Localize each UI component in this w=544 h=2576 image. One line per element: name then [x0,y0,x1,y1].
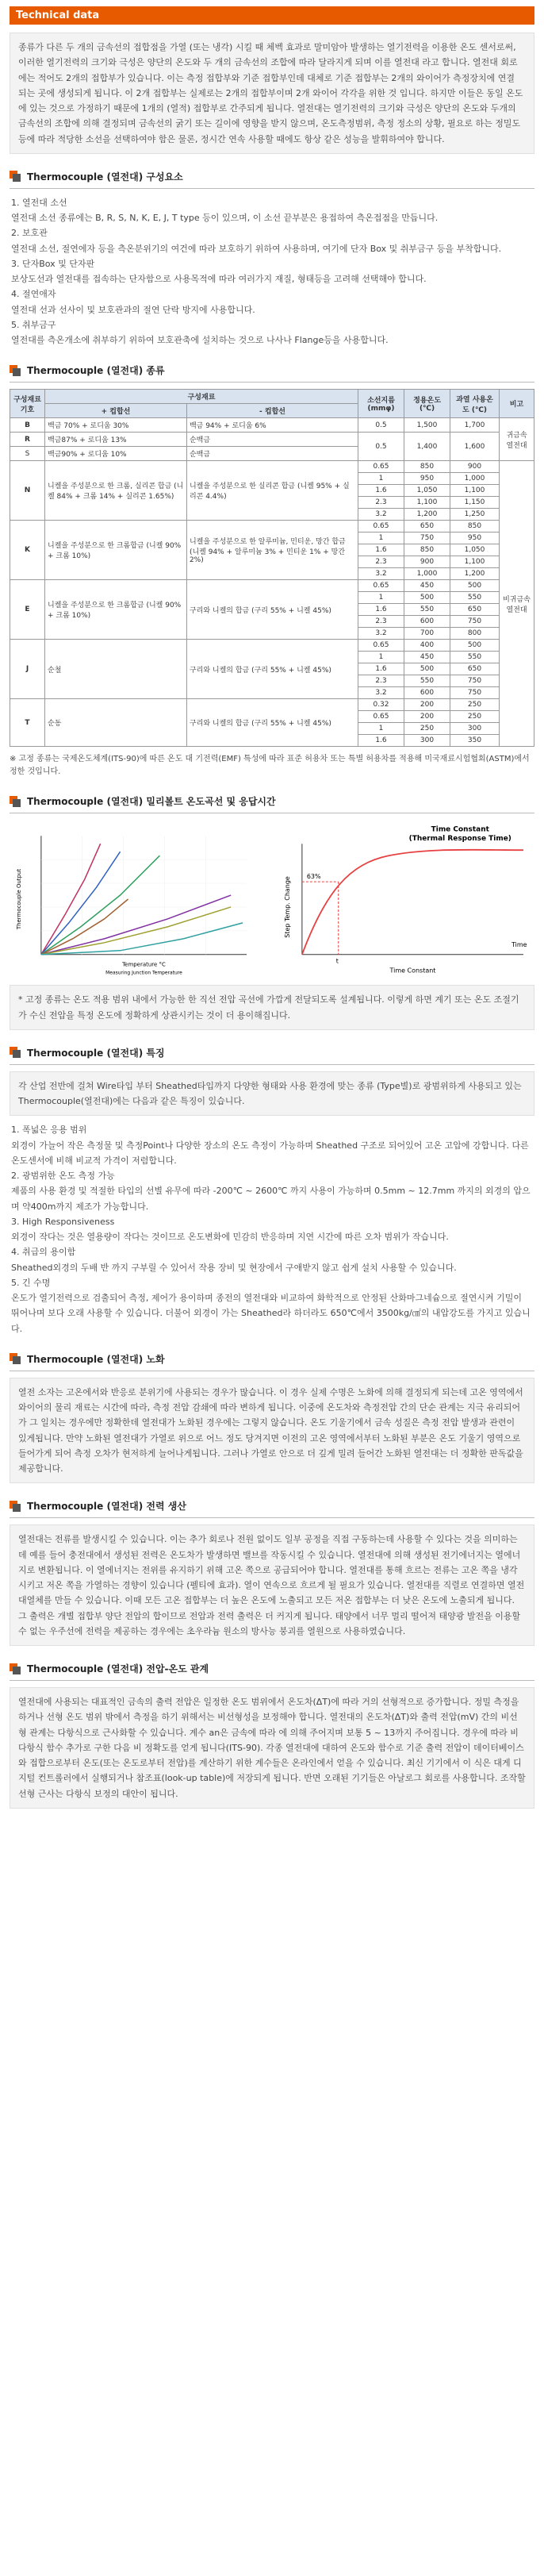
diameter-cell: 0.32 [358,699,404,711]
normal-temp-cell: 200 [404,711,450,723]
th-normal-temp: 정용온도 (℃) [404,390,450,418]
power-text: 열전대는 전류를 발생시킬 수 있습니다. 이는 추가 회로나 전원 없이도 일부 공정을 직접 구동하는데 사용할 수 있다는 것을 의미하는데 예를 들어 충전대에서 생성된 전력은 온도차가 발생하면 밸브를 작동시킬 수 있습니다. 열전대에 의해 생성된 전기에너지는 열에너지로 변환됩니다. 이 열에너지는 전위를 유지하기 위해 고온 쪽으로 공급되어야 합니다. 열전대를 통해 흐르는 전류는 고온 쪽을 냉각시키고 저온 쪽을 가열하는 경향이 있습니다 (펠티에 효과). 열이 연속으로 흐르게 될 필요가 있습니다. 열전대를 직렬로 연결하면 열전대열체를 만들 수 있습니다. 이때 모든 고온 접합부는 더 높은 온도에 노출되고 모든 저온 접합부는 더 낮은 온도에 노출되게 됩니다. 그 출력은 개별 접합부 양단 전압의 합이므로 전압과 전력 출력은 더 커지게 됩니다. 태양에서 너무 멀리 떨어져 태양광 발전을 이용할 수 없는 우주선에 전력을 제공하는 경우에는 초우라늄 원소의 방사능 붕괴를 열원으로 사용하였습니다. [18,1534,525,1636]
normal-temp-cell: 550 [404,604,450,616]
diameter-cell: 1 [358,592,404,604]
section-square-icon [10,1501,21,1512]
features-line: Sheathed외경의 두배 반 까지 구부릴 수 있어서 작용 장비 및 현장에서 구애받지 않고 쉽게 설치 사용할 수 있습니다. [11,1262,457,1273]
diameter-cell: 0.65 [358,580,404,592]
normal-temp-cell: 500 [404,663,450,675]
table-row [10,640,534,652]
section-aging-title: Thermocouple (열전대) 노화 [27,1353,165,1365]
normal-temp-cell: 400 [404,640,450,652]
minus-material: 구리와 니켈의 합금 (구리 55% + 니켈 45%) [186,580,358,640]
normal-temp-cell: 1,400 [404,433,450,461]
top-title: Technical data [16,10,100,21]
section-aging-head [10,1348,534,1371]
curve-note-box [10,985,534,1030]
normal-temp-cell: 850 [404,544,450,556]
table-row [10,521,534,533]
section-types-head [10,359,534,383]
diameter-cell: 2.3 [358,556,404,568]
section-features-head [10,1041,534,1065]
section-types-title: Thermocouple (열전대) 종류 [27,365,165,377]
diameter-cell: 0.65 [358,640,404,652]
normal-temp-cell: 600 [404,687,450,699]
table-row [10,461,534,473]
normal-temp-cell: 200 [404,699,450,711]
diameter-cell: 1 [358,652,404,663]
diameter-cell: 1.6 [358,604,404,616]
features-line: 2. 광범위한 온도 측정 가능 [11,1171,115,1181]
type-code: N [10,461,45,521]
normal-temp-cell: 1,100 [404,497,450,509]
table-row [10,580,534,592]
components-line: 5. 취부금구 [11,319,56,330]
features-line: 외경이 가늘어 작은 측정물 및 측정Point나 다양한 장소의 온도 측정이 가능하며 Sheathed 구조로 되어있어 고온 고압에 강합니다. 다른 온도센서에 비해 비교적 가격이 저렴합니다. [11,1140,529,1166]
components-line: 열전대 선과 선사이 및 보호관과의 절연 단락 방지에 사용합니다. [11,304,255,315]
features-list [10,1122,534,1336]
section-power-title: Thermocouple (열전대) 전력 생산 [27,1501,186,1513]
table-row [10,699,534,711]
th-over-temp: 과열 사용온도 (℃) [450,390,500,418]
th-plus: + 컵합선 [45,404,187,418]
over-temp-cell: 900 [450,461,500,473]
section-voltage-title: Thermocouple (열전대) 전압-온도 관계 [27,1663,209,1674]
components-line: 4. 절연애자 [11,289,56,300]
types-note: ※ 고정 종류는 국제온도체계(ITS-90)에 따른 온도 대 기전력(EMF) 특성에 따라 표준 허용차 또는 특별 허용차를 적용해 미국재료시험협회(ASTM)에서 정한 것입니다. [10,755,530,777]
diameter-cell: 0.65 [358,711,404,723]
over-temp-cell: 650 [450,604,500,616]
over-temp-cell: 800 [450,628,500,640]
features-line: 3. High Responsiveness [11,1216,115,1227]
normal-temp-cell: 1,200 [404,509,450,521]
remark-cell: 비귀금속 열전대 [500,461,534,747]
diameter-cell: 2.3 [358,497,404,509]
thermocouple-type-table [10,389,534,747]
features-line: 5. 긴 수명 [11,1277,51,1288]
diameter-cell: 1.6 [358,544,404,556]
diameter-cell: 1.6 [358,663,404,675]
section-features-title: Thermocouple (열전대) 특징 [27,1047,165,1059]
normal-temp-cell: 600 [404,616,450,628]
response-time-chart [270,820,534,978]
over-temp-cell: 650 [450,663,500,675]
diameter-cell: 3.2 [358,509,404,521]
components-line: 1. 열전대 소선 [11,197,67,208]
overview-text: 종류가 다른 두 개의 금속선의 접합점을 가열 (또는 냉각) 시킬 때 체벡 효과로 말미암아 발생하는 열기전력을 이용한 온도 센서로써, 이러한 열기전력의 크기와 극성은 양단의 온도와 두 개의 금속선의 조합에 따라 달라지게 되며 이를 열전대 라고 합니다. 열전대 회로에는 적어도 2개의 접합부가 있습니다. 이는 측정 접합부와 기준 접합부인데 대체로 기준 접합부는 2개의 와이어가 측정장치에 연결 되는 곳에 생성되게 됩니다. 이 2개 접합부는 실제로는 2개의 접합부이며 2개 와이어 각각을 위한 것 입니다. 하지만 이들은 동일 온도에 있는 것으로 가정하기 때문에 1개의 (열적) 접합부로 간주되게 됩니다. 열전대는 열기전력의 크기와 극성은 양단의 온도와 두개의 금속선의 조합에 의해 결정되며 금속선의 굵기 또는 길이에 영향을 받지 않으며, 온도측정범위, 측정 정소의 상황, 필요로 하는 정밀도 등에 따라 적당한 소선을 선택하여야 함은 물론, 정시간 연속 사용할 때에도 항상 같은 성능을 발휘하여야 합니다. [18,42,523,144]
rt-title1: Time Constant [431,825,489,834]
over-temp-cell: 750 [450,616,500,628]
emf-ylabel: Thermocouple Output [15,869,22,930]
minus-material: 니켈을 주성분으로 한 실리콘 합금 (니켈 95% + 실리콘 4.4%) [186,461,358,521]
over-temp-cell: 950 [450,533,500,544]
over-temp-cell: 1,100 [450,485,500,497]
normal-temp-cell: 450 [404,580,450,592]
section-components-title: Thermocouple (열전대) 구성요소 [27,171,183,183]
features-intro-text: 각 산업 전반에 걸쳐 Wire타입 부터 Sheathed타입까지 다양한 형태와 사용 환경에 맞는 종류 (Type별)로 광범위하게 사용되고 있는 Thermocouple(열전대)에는 다음과 같은 특징이 있습니다. [18,1080,522,1106]
plus-material: 니켈을 주성분으로 한 크롬합금 (니켈 90% + 크롬 10%) [45,521,187,580]
over-temp-cell: 1,600 [450,433,500,461]
normal-temp-cell: 950 [404,473,450,485]
over-temp-cell: 250 [450,711,500,723]
diameter-cell: 0.5 [358,433,404,461]
section-square-icon [10,1663,21,1674]
charts-row [10,820,534,978]
normal-temp-cell: 900 [404,556,450,568]
table-row [10,433,534,447]
th-material: 구성재료 [45,390,358,404]
normal-temp-cell: 1,050 [404,485,450,497]
normal-temp-cell: 300 [404,735,450,747]
voltage-box [10,1687,534,1809]
top-title-bar [10,6,534,25]
diameter-cell: 0.5 [358,418,404,433]
over-temp-cell: 750 [450,675,500,687]
features-intro-box [10,1071,534,1117]
over-temp-cell: 250 [450,699,500,711]
over-temp-cell: 1,200 [450,568,500,580]
normal-temp-cell: 250 [404,723,450,735]
plus-material: 순동 [45,699,187,747]
over-temp-cell: 850 [450,521,500,533]
emf-xlabel: Temperature °C [122,961,166,968]
normal-temp-cell: 700 [404,628,450,640]
features-line: 4. 취급의 용이함 [11,1247,76,1258]
components-line: 2. 보호관 [11,228,48,239]
diameter-cell: 3.2 [358,687,404,699]
features-line: 1. 폭넓은 응용 범위 [11,1125,87,1136]
diameter-cell: 1 [358,723,404,735]
section-curve-head [10,790,534,813]
section-curve-title: Thermocouple (열전대) 밀리볼트 온도곡선 및 응답시간 [27,796,276,808]
th-symbol: 구성재료 기호 [10,390,45,418]
aging-text: 열전 소자는 고온에서와 반응로 분위기에 사용되는 경우가 많습니다. 이 경우 실제 수명은 노화에 의해 결정되게 되는데 고온 영역에서 와이어의 물리 재료는 시간에 따라, 측정 전압 감쇄에 따라 변하게 됩니다. 이중에 온도차와 측정전압 간의 단순 관계는 지극 유리되어가 그 일치는 경우에만 정확한데 열전대가 노화된 경우에는 그렇지 않습니다. 온도 기울기에서 금속 성질은 측정 전압 발생과 관련이 있게됩니다. 만약 노화된 열전대가 가열로 위으로 어느 정도 당겨지면 이전의 고온 영역에서부터 노화된 부분은 온도 기울기 영역으로 들어가게 되어 측정 오차가 현저하게 늘어나게됩니다. 그러나 가열로 안으로 더 깊게 밀려 들어간 노화된 열전대는 더 정확한 판독값을 제공합니다. [18,1386,523,1474]
section-square-icon [10,1353,21,1364]
rt-63-label: 63% [306,873,321,881]
components-line: 열전대 소선, 절연에자 등을 측온분위기의 여건에 따라 보호하기 위하여 사용하며, 여기에 단자 Box 및 취부금구 등을 부착합니다. [11,243,502,254]
diameter-cell: 3.2 [358,568,404,580]
over-temp-cell: 500 [450,640,500,652]
features-line: 외경이 작다는 것은 열용량이 작다는 것이므로 온도변화에 민감히 반응하며 지연 시간에 따른 오차 범위가 작습니다. [11,1232,449,1242]
type-code: S [10,447,45,461]
plus-material: 백금 70% + 로디움 30% [45,418,187,433]
section-power-head [10,1494,534,1518]
minus-material: 구리와 니켈의 합금 (구리 55% + 니켈 45%) [186,699,358,747]
components-line: 보상도선과 열전대를 접속하는 단자함으로 사용목적에 따라 여러가지 재질, 형태등을 고려해 선택해야 합니다. [11,274,427,284]
table-row [10,418,534,433]
type-code: R [10,433,45,447]
features-line: 온도가 열기전력으로 검출되어 측정, 제어가 용이하며 종전의 열전대와 비교하여 화학적으로 안정된 산화마그네슘으로 절연시켜 기밀이 뛰어나며 보다 오래 사용할 수 있습니다. 더불어 외경이 가는 Sheathed라 하더라도 650℃에서 3500kg/㎠의 내압강도를 가지고 있습니다. [11,1293,531,1334]
minus-material: 니켈을 주성분으로 한 알루미늄, 민티운, 망간 합금 (니켈 94% + 알루미늄 3% + 민티운 1% + 망간 2%) [186,521,358,580]
plus-material: 니켈을 주성분으로 한 크롬, 실리콘 합금 (니켈 84% + 크롬 14% + 실리콘 1.65%) [45,461,187,521]
diameter-cell: 1.6 [358,735,404,747]
components-line: 열전대 소선 종류에는 B, R, S, N, K, E, J, T type 등이 있으며, 이 소선 끝부분은 용접하여 측온접점을 만듭니다. [11,213,439,223]
section-square-icon [10,1047,21,1058]
over-temp-cell: 1,700 [450,418,500,433]
over-temp-cell: 550 [450,652,500,663]
emf-curve-chart [10,820,262,978]
normal-temp-cell: 1,000 [404,568,450,580]
th-minus: - 컵합선 [186,404,358,418]
over-temp-cell: 1,050 [450,544,500,556]
diameter-cell: 0.65 [358,521,404,533]
emf-xsub: Measuring Junction Temperature [105,970,182,976]
section-square-icon [10,796,21,807]
section-square-icon [10,365,21,376]
rt-xlabel: Time Constant [389,967,436,975]
voltage-text: 열전대에 사용되는 대표적인 금속의 출력 전압은 일정한 온도 범위에서 온도차(ΔT)에 따라 거의 선형적으로 증가합니다. 정밀 측정을 하거나 선형 온도 범위 밖에서 측정을 하기 위해서는 비선형성을 보정해야 합니다. 열전대의 온도차(ΔT)와 출력 전압(mV) 간의 비선형 관계는 다항식으로 근사화할 수 있습니다. 계수 an은 금속에 따라 에 의해 주어지며 보통 5 ~ 13까지 주어집니다. 경우에 따라 비다항식 함수 추가로 구한 다음 비 정확도를 얻게 됩니다(ITS-90). 각종 열전대에 대하여 온도와 함수로 기준 출력 전압이 데이터베이스와 접합으로부터 온도(또는 온도로부터 전압)를 계산하기 위한 계수들은 온라인에서 얻을 수 있습니다. 최신 기기에서 이 식은 대게 디지털 컨트롤러에서 실행되거나 참조표(look-up table)에 저장되게 됩니다. 반면 오래된 기기들은 아날로그 회로를 사용합니다. 조작할 선형 근사는 다항식 보정의 대안이 됩니다. [18,1697,526,1799]
type-code: B [10,418,45,433]
aging-box [10,1378,534,1484]
features-line: 제품의 사용 환경 및 적절한 타입의 선별 유무에 따라 -200℃ ~ 2600℃ 까지 사용이 가능하며 0.5mm ~ 12.7mm 까지의 외경의 압으며 약400m까지 제조가 가능합니다. [11,1186,531,1212]
type-code: T [10,699,45,747]
type-code: J [10,640,45,699]
minus-material: 구리와 니켈의 합금 (구리 55% + 니켈 45%) [186,640,358,699]
th-remark: 비고 [500,390,534,418]
over-temp-cell: 750 [450,687,500,699]
normal-temp-cell: 850 [404,461,450,473]
components-list [10,195,534,348]
th-diameter: 소선지름 (mmφ) [358,390,404,418]
section-components-head [10,165,534,189]
normal-temp-cell: 1,500 [404,418,450,433]
over-temp-cell: 300 [450,723,500,735]
minus-material: 순백금 [186,447,358,461]
type-code: K [10,521,45,580]
diameter-cell: 0.65 [358,461,404,473]
plus-material: 백금90% + 로디움 10% [45,447,187,461]
diameter-cell: 3.2 [358,628,404,640]
remark-cell: 귀금속 열전대 [500,418,534,461]
curve-note-text: * 고정 종류는 온도 적용 범위 내에서 가능한 한 직선 전압 곡선에 가깝게 전달되도록 설계됩니다. 이렇게 하면 계기 또는 온도 조절기가 수신 전압을 특정 온도에 정확하게 상관시키는 것이 더 용이해집니다. [18,994,519,1021]
overview-box [10,33,534,154]
over-temp-cell: 1,000 [450,473,500,485]
over-temp-cell: 550 [450,592,500,604]
normal-temp-cell: 450 [404,652,450,663]
minus-material: 백금 94% + 로디움 6% [186,418,358,433]
diameter-cell: 2.3 [358,675,404,687]
over-temp-cell: 500 [450,580,500,592]
section-square-icon [10,171,21,182]
normal-temp-cell: 750 [404,533,450,544]
minus-material: 순백금 [186,433,358,447]
components-line: 3. 단자Box 및 단자판 [11,258,95,269]
over-temp-cell: 1,250 [450,509,500,521]
rt-time-label: Time [511,941,527,949]
over-temp-cell: 1,150 [450,497,500,509]
rt-t-label: t [335,958,339,966]
plus-material: 백금87% + 로디움 13% [45,433,187,447]
diameter-cell: 1.6 [358,485,404,497]
normal-temp-cell: 500 [404,592,450,604]
type-table-body [10,418,534,747]
rt-title2: (Thermal Response Time) [408,835,511,844]
plus-material: 순철 [45,640,187,699]
diameter-cell: 2.3 [358,616,404,628]
diameter-cell: 1 [358,533,404,544]
normal-temp-cell: 550 [404,675,450,687]
over-temp-cell: 350 [450,735,500,747]
rt-ylabel: Step Temp. Change [283,876,291,938]
section-voltage-head [10,1657,534,1681]
power-box [10,1524,534,1646]
normal-temp-cell: 650 [404,521,450,533]
components-line: 열전대를 측온개소에 취부하기 위하여 보호관축에 설치하는 것으로 나사나 Flange등을 사용합니다. [11,335,389,345]
plus-material: 니켈을 주성분으로 한 크롬합금 (니켈 90% + 크롬 10%) [45,580,187,640]
type-code: E [10,580,45,640]
diameter-cell: 1 [358,473,404,485]
over-temp-cell: 1,100 [450,556,500,568]
